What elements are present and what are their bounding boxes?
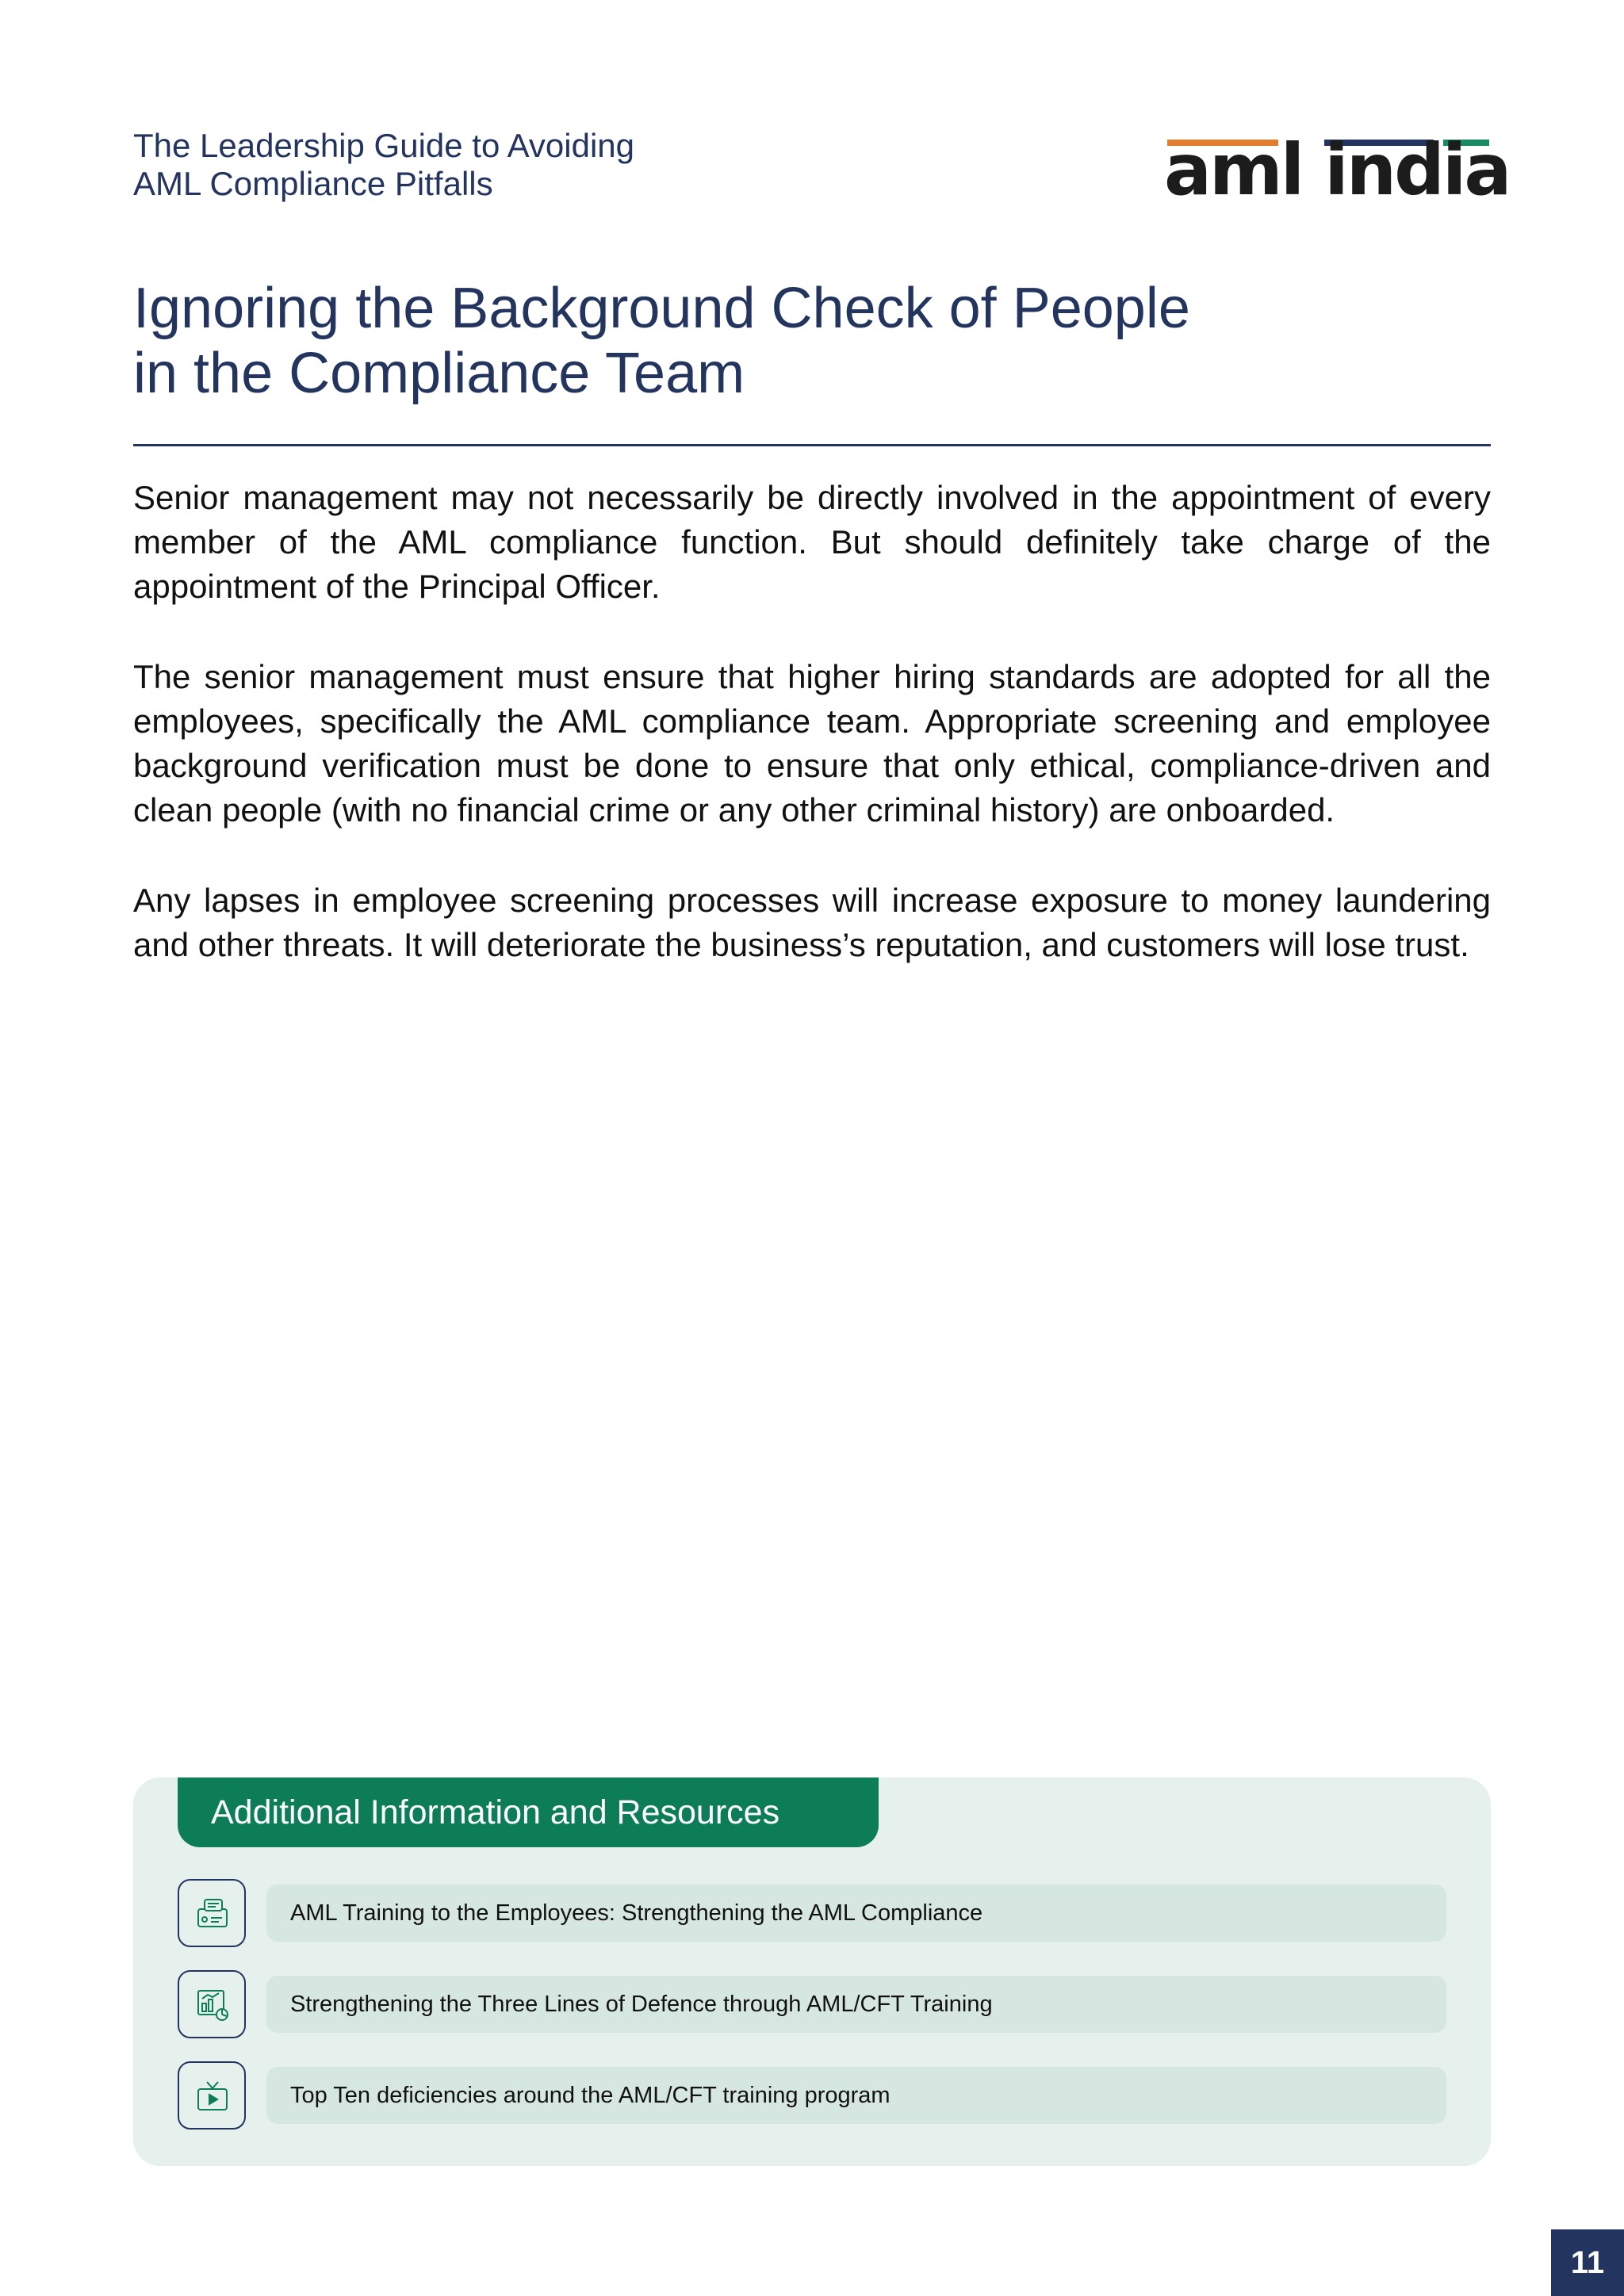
resource-item[interactable]: [178, 1879, 1446, 1949]
resources-panel: [133, 1777, 1491, 2166]
paragraph: Senior management may not necessarily be directly involved in the appointment of every member of the AML compliance function. But should definitely take charge of the appointment of the Principal Officer.: [133, 479, 1491, 605]
document-title-line1: The Leadership Guide to Avoiding: [133, 127, 635, 164]
section-heading-line2: in the Compliance Team: [133, 342, 745, 405]
document-title-line2: AML Compliance Pitfalls: [133, 165, 493, 202]
logo-text: aml india: [1164, 128, 1510, 211]
section-heading-line1: Ignoring the Background Check of People: [133, 277, 1190, 340]
analytics-icon: [178, 1970, 246, 2038]
paragraph: Any lapses in employee screening processes will increase exposure to money laundering and other threats. It will deteriorate the business’s reputation, and customers will lose trust.: [133, 882, 1491, 963]
resource-link[interactable]: Top Ten deficiencies around the AML/CFT training program: [266, 2067, 1446, 2124]
body-text: [133, 476, 1491, 1013]
heading-divider: [133, 444, 1491, 446]
resource-item[interactable]: [178, 1970, 1446, 2040]
resource-link[interactable]: AML Training to the Employees: Strengthening the AML Compliance: [266, 1885, 1446, 1942]
video-icon: [178, 2061, 246, 2130]
document-title: [133, 127, 634, 203]
presentation-icon: [178, 1879, 246, 1947]
resource-link[interactable]: Strengthening the Three Lines of Defence through AML/CFT Training: [266, 1976, 1446, 2033]
paragraph: The senior management must ensure that higher hiring standards are adopted for all the employees, specifically the AML compliance team. Appropriate screening and employee background verification must be done to ensure that only ethical, compliance-driven and clean people (with no financial crime or any other criminal history) are onboarded.: [133, 658, 1491, 828]
resources-title: Additional Information and Resources: [178, 1777, 879, 1847]
section-heading: [133, 276, 1481, 406]
page-number: 11: [1551, 2229, 1624, 2296]
aml-india-logo: [1164, 128, 1510, 211]
resource-item[interactable]: [178, 2061, 1446, 2131]
